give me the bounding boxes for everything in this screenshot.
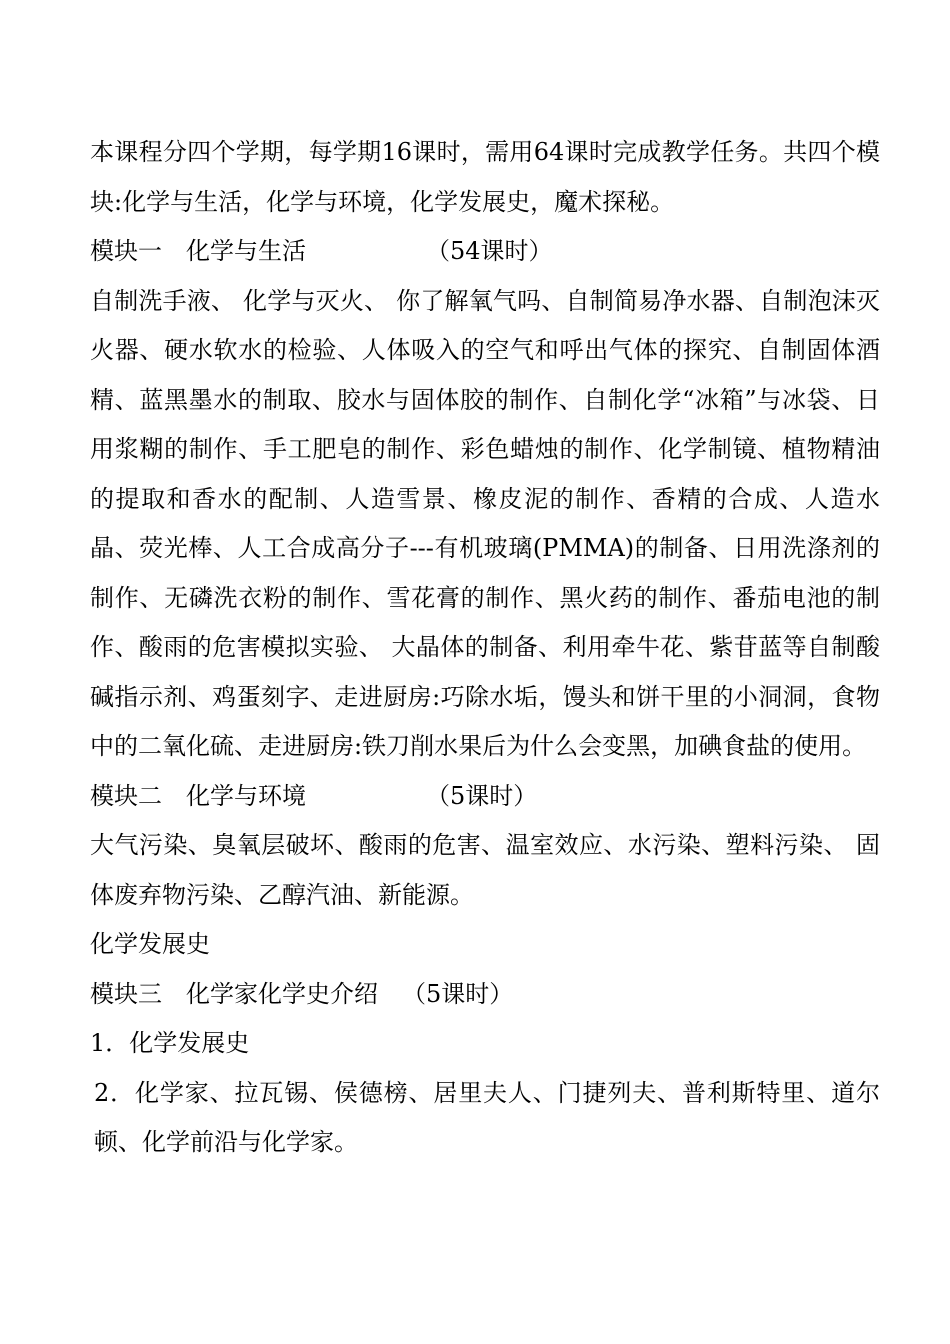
module3-heading	[90, 970, 880, 1020]
module2-title: 化学与环境	[186, 781, 306, 810]
module2-heading	[90, 772, 880, 822]
module3-item-1: 1．化学发展史	[90, 1029, 250, 1057]
module3-title: 化学家化学史介绍	[186, 979, 378, 1008]
history-section-title: 化学发展史	[90, 930, 210, 958]
module2-content: 大气污染、臭氧层破坏、酸雨的危害、温室效应、水污染、塑料污染、 固体废弃物污染、乙醇汽油、新能源。	[90, 831, 880, 909]
module1-content: 自制洗手液、 化学与灭火、 你了解氧气吗、自制简易净水器、自制泡沫灭火器、硬水软水的检验、人体吸入的空气和呼出气体的探究、自制固体酒精、蓝黑墨水的制取、胶水与固体胶的制作、自制化学“冰箱”与冰袋、日用浆糊的制作、手工肥皂的制作、彩色蜡烛的制作、化学制镜、植物精油的提取和香水的配制、人造雪景、橡皮泥的制作、香精的合成、人造水晶、荧光棒、人工合成高分子---有机玻璃(PMMA)的制备、日用洗涤剂的制作、无磷洗衣粉的制作、雪花膏的制作、黑火药的制作、番茄电池的制作、酸雨的危害模拟实验、 大晶体的制备、利用牵牛花、紫苷蓝等自制酸碱指示剂、鸡蛋刻字、走进厨房:巧除水垢，馒头和饼干里的小洞洞，食物中的二氧化硫、走进厨房:铁刀削水果后为什么会变黑，加碘食盐的使用。	[90, 286, 880, 760]
module2-name: 模块二	[90, 781, 162, 810]
module3-hours: （5课时）	[402, 979, 514, 1008]
module1-heading	[90, 227, 880, 277]
module1-title: 化学与生活	[186, 237, 306, 265]
module3-name: 模块三	[90, 979, 162, 1008]
document-page	[90, 128, 880, 1168]
module3-item-2: 2．化学家、拉瓦锡、侯德榜、居里夫人、门捷列夫、普利斯特里、道尔顿、化学前沿与化学家。	[94, 1078, 880, 1156]
module1-name: 模块一	[90, 237, 162, 265]
module2-hours: （5课时）	[426, 781, 538, 810]
intro-paragraph: 本课程分四个学期，每学期16课时，需用64课时完成教学任务。共四个模块:化学与生活，化学与环境，化学发展史，魔术探秘。	[90, 138, 880, 216]
module1-hours: （54课时）	[426, 237, 553, 265]
